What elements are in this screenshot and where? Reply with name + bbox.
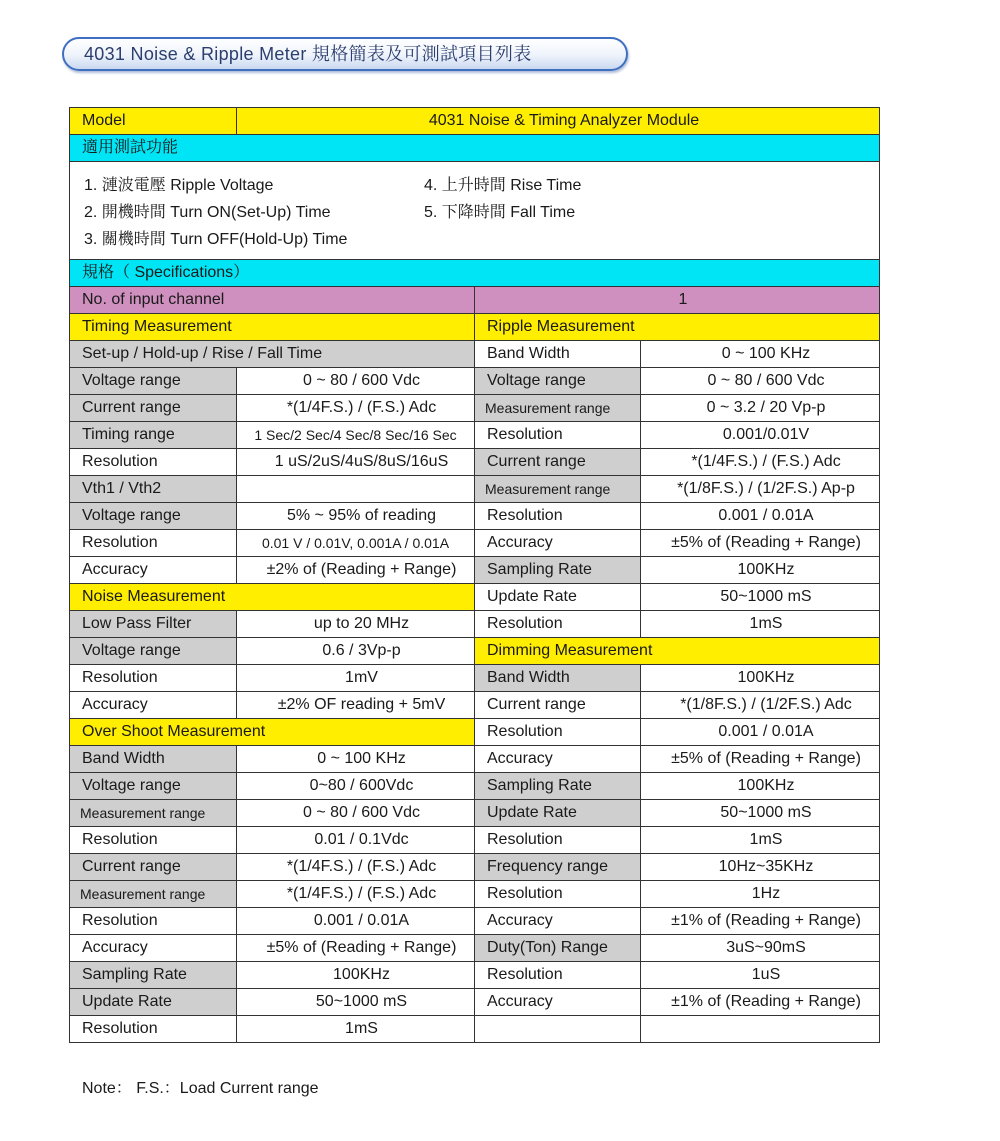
table-row xyxy=(70,395,880,422)
spec-label: Accuracy xyxy=(475,908,641,935)
spec-value: 5% ~ 95% of reading xyxy=(237,503,475,530)
spec-label: Band Width xyxy=(475,341,641,368)
input-channel-label: No. of input channel xyxy=(70,287,475,314)
function-item: 3. 關機時間 Turn OFF(Hold-Up) Time xyxy=(84,231,348,248)
spec-label: Current range xyxy=(475,449,641,476)
function-item: 5. 下降時間 Fall Time xyxy=(424,204,576,221)
spec-value: 3uS~90mS xyxy=(641,935,880,962)
spec-label: Resolution xyxy=(475,827,641,854)
spec-value: 0~80 / 600Vdc xyxy=(237,773,475,800)
spec-label: Timing range xyxy=(70,422,237,449)
spec-label: Resolution xyxy=(475,503,641,530)
spec-label: Current range xyxy=(70,395,237,422)
spec-value: 0 ~ 100 KHz xyxy=(641,341,880,368)
table-row xyxy=(70,530,880,557)
spec-value: 1mV xyxy=(237,665,475,692)
spec-value: 0 ~ 80 / 600 Vdc xyxy=(237,368,475,395)
table-row xyxy=(70,800,880,827)
spec-value: 0.01 / 0.1Vdc xyxy=(237,827,475,854)
spec-value: ±5% of (Reading + Range) xyxy=(641,746,880,773)
spec-value: 100KHz xyxy=(641,773,880,800)
table-row xyxy=(70,989,880,1016)
spec-label: Accuracy xyxy=(475,746,641,773)
spec-value: 0.6 / 3Vp-p xyxy=(237,638,475,665)
spec-label: Resolution xyxy=(475,611,641,638)
functions-list xyxy=(70,162,880,260)
section-subtitle: Set-up / Hold-up / Rise / Fall Time xyxy=(70,341,475,368)
spec-label: Resolution xyxy=(70,827,237,854)
spec-value: *(1/4F.S.) / (F.S.) Adc xyxy=(237,395,475,422)
spec-table xyxy=(69,107,880,1043)
spec-label: Voltage range xyxy=(70,638,237,665)
spec-value xyxy=(237,476,475,503)
spec-value: 1uS xyxy=(641,962,880,989)
spec-value: 0.001 / 0.01A xyxy=(641,719,880,746)
spec-label: Voltage range xyxy=(70,368,237,395)
function-item: 4. 上升時間 Rise Time xyxy=(424,177,582,194)
spec-value: 0 ~ 80 / 600 Vdc xyxy=(641,368,880,395)
spec-value: 100KHz xyxy=(237,962,475,989)
spec-label: Accuracy xyxy=(70,557,237,584)
title-banner xyxy=(62,37,628,71)
table-row xyxy=(70,665,880,692)
table-row xyxy=(70,368,880,395)
spec-label: Resolution xyxy=(475,881,641,908)
spec-label: Resolution xyxy=(475,422,641,449)
table-row xyxy=(70,962,880,989)
table-row xyxy=(70,935,880,962)
spec-value: 50~1000 mS xyxy=(237,989,475,1016)
spec-value: ±5% of (Reading + Range) xyxy=(641,530,880,557)
spec-label: Update Rate xyxy=(475,584,641,611)
table-row xyxy=(70,557,880,584)
spec-value: 0 ~ 80 / 600 Vdc xyxy=(237,800,475,827)
spec-value: ±1% of (Reading + Range) xyxy=(641,989,880,1016)
spec-value: 1 Sec/2 Sec/4 Sec/8 Sec/16 Sec xyxy=(237,422,475,449)
spec-label: Resolution xyxy=(475,719,641,746)
spec-label: Accuracy xyxy=(475,989,641,1016)
spec-label: Accuracy xyxy=(475,530,641,557)
spec-value: *(1/4F.S.) / (F.S.) Adc xyxy=(237,881,475,908)
spec-value: 50~1000 mS xyxy=(641,800,880,827)
table-row xyxy=(70,584,880,611)
spec-label: Measurement range xyxy=(70,881,237,908)
spec-label: Resolution xyxy=(70,908,237,935)
section-title: Timing Measurement xyxy=(70,314,475,341)
spec-value: 0 ~ 3.2 / 20 Vp-p xyxy=(641,395,880,422)
spec-value: *(1/4F.S.) / (F.S.) Adc xyxy=(641,449,880,476)
table-row xyxy=(70,719,880,746)
specs-header: 規格（ Specifications） xyxy=(70,260,880,287)
spec-value: 100KHz xyxy=(641,557,880,584)
table-row xyxy=(70,422,880,449)
spec-value: 0.001 / 0.01A xyxy=(237,908,475,935)
spec-label: Accuracy xyxy=(70,692,237,719)
spec-value: *(1/8F.S.) / (1/2F.S.) Ap-p xyxy=(641,476,880,503)
input-channel-value: 1 xyxy=(475,287,880,314)
spec-value: 1 uS/2uS/4uS/8uS/16uS xyxy=(237,449,475,476)
spec-label: Measurement range xyxy=(475,395,641,422)
table-row xyxy=(70,638,880,665)
spec-label: Resolution xyxy=(70,1016,237,1043)
table-row xyxy=(70,476,880,503)
table-row xyxy=(70,908,880,935)
table-row xyxy=(70,341,880,368)
spec-label: Duty(Ton) Range xyxy=(475,935,641,962)
spec-label: Voltage range xyxy=(475,368,641,395)
spec-label: Sampling Rate xyxy=(70,962,237,989)
spec-value: 1mS xyxy=(641,827,880,854)
spec-value: 0.001 / 0.01A xyxy=(641,503,880,530)
spec-value: 0 ~ 100 KHz xyxy=(237,746,475,773)
spec-value: *(1/4F.S.) / (F.S.) Adc xyxy=(237,854,475,881)
spec-value: ±1% of (Reading + Range) xyxy=(641,908,880,935)
page-title: 4031 Noise & Ripple Meter 規格簡表及可測試項目列表 xyxy=(84,44,532,64)
spec-value: 1Hz xyxy=(641,881,880,908)
spec-label: Frequency range xyxy=(475,854,641,881)
spec-label: Voltage range xyxy=(70,773,237,800)
section-title: Dimming Measurement xyxy=(475,638,880,665)
spec-label: Band Width xyxy=(70,746,237,773)
model-label: Model xyxy=(70,108,237,135)
spec-label: Low Pass Filter xyxy=(70,611,237,638)
spec-label: Measurement range xyxy=(475,476,641,503)
spec-label: Current range xyxy=(475,692,641,719)
table-row xyxy=(70,314,880,341)
spec-value: 10Hz~35KHz xyxy=(641,854,880,881)
spec-label: Sampling Rate xyxy=(475,773,641,800)
table-row xyxy=(70,1016,880,1043)
spec-label: Sampling Rate xyxy=(475,557,641,584)
spec-label: Measurement range xyxy=(70,800,237,827)
table-row xyxy=(70,611,880,638)
table-row xyxy=(70,692,880,719)
section-title: Ripple Measurement xyxy=(475,314,880,341)
spec-value: 0.01 V / 0.01V, 0.001A / 0.01A xyxy=(237,530,475,557)
spec-value: up to 20 MHz xyxy=(237,611,475,638)
table-row xyxy=(70,827,880,854)
spec-label: Resolution xyxy=(70,530,237,557)
spec-label: Voltage range xyxy=(70,503,237,530)
spec-value: *(1/8F.S.) / (1/2F.S.) Adc xyxy=(641,692,880,719)
table-row xyxy=(70,503,880,530)
spec-label: Resolution xyxy=(70,665,237,692)
spec-label: Current range xyxy=(70,854,237,881)
empty-cell xyxy=(475,1016,641,1043)
footnote: Note： F.S.：Load Current range xyxy=(82,1080,319,1097)
spec-value: 50~1000 mS xyxy=(641,584,880,611)
spec-value: ±5% of (Reading + Range) xyxy=(237,935,475,962)
spec-value: 0.001/0.01V xyxy=(641,422,880,449)
table-row xyxy=(70,449,880,476)
function-item: 1. 漣波電壓 Ripple Voltage xyxy=(84,177,274,194)
spec-label: Band Width xyxy=(475,665,641,692)
spec-label: Accuracy xyxy=(70,935,237,962)
table-row xyxy=(70,881,880,908)
spec-label: Resolution xyxy=(70,449,237,476)
spec-value: 1mS xyxy=(641,611,880,638)
model-value: 4031 Noise & Timing Analyzer Module xyxy=(237,108,880,135)
table-row xyxy=(70,746,880,773)
section-title: Over Shoot Measurement xyxy=(70,719,475,746)
spec-value: 100KHz xyxy=(641,665,880,692)
spec-value: 1mS xyxy=(237,1016,475,1043)
spec-value: ±2% OF reading + 5mV xyxy=(237,692,475,719)
empty-cell xyxy=(641,1016,880,1043)
function-item: 2. 開機時間 Turn ON(Set-Up) Time xyxy=(84,204,331,221)
spec-label: Vth1 / Vth2 xyxy=(70,476,237,503)
spec-label: Resolution xyxy=(475,962,641,989)
spec-label: Update Rate xyxy=(70,989,237,1016)
table-row xyxy=(70,854,880,881)
table-row xyxy=(70,773,880,800)
section-title: Noise Measurement xyxy=(70,584,475,611)
functions-header: 適用測試功能 xyxy=(70,135,880,162)
spec-value: ±2% of (Reading + Range) xyxy=(237,557,475,584)
spec-label: Update Rate xyxy=(475,800,641,827)
